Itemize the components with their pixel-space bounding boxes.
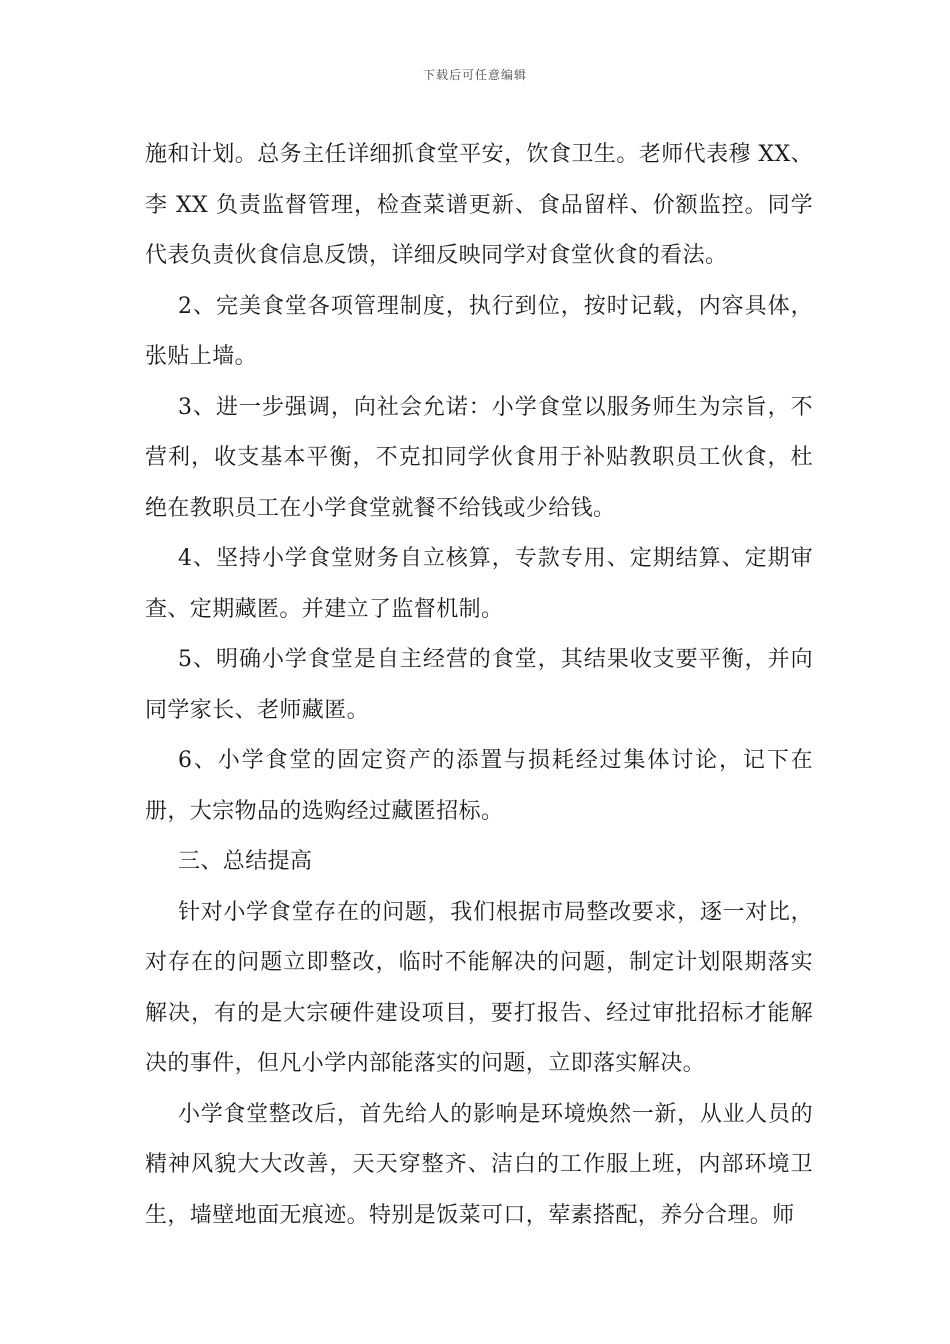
paragraph-5: 5、明确小学食堂是自主经营的食堂，其结果收支要平衡，并向同学家长、老师藏匿。 <box>145 647 813 723</box>
paragraph-6: 6、小学食堂的固定资产的添置与损耗经过集体讨论，记下在册，大宗物品的选购经过藏匿招标。 <box>145 748 813 824</box>
paragraph-1: 施和计划。总务主任详细抓食堂平安，饮食卫生。老师代表穆 XX、李 XX 负责监督管理，检查菜谱更新、食品留样、价额监控。同学代表负责伙食信息反馈，详细反映同学对食堂伙食的看法。 <box>145 142 813 268</box>
paragraph-4: 4、坚持小学食堂财务自立核算，专款专用、定期结算、定期审查、定期藏匿。并建立了监督机制。 <box>145 546 813 622</box>
paragraph-3: 3、进一步强调，向社会允诺：小学食堂以服务师生为宗旨，不营利，收支基本平衡，不克扣同学伙食用于补贴教职员工伙食，杜绝在教职员工在小学食堂就餐不给钱或少给钱。 <box>145 394 813 521</box>
page-header: 下载后可任意编辑 <box>422 68 527 82</box>
document-body <box>145 130 813 1241</box>
section-heading: 三、总结提高 <box>178 849 313 874</box>
paragraph-7: 针对小学食堂存在的问题，我们根据市局整改要求，逐一对比，对存在的问题立即整改，临时不能解决的问题，制定计划限期落实解决，有的是大宗硬件建设项目，要打报告、经过审批招标才能解决的事件，但凡小学内部能落实的问题，立即落实解决。 <box>145 899 813 1076</box>
paragraph-8: 小学食堂整改后，首先给人的影响是环境焕然一新，从业人员的精神风貌大大改善，天天穿整齐、洁白的工作服上班，内部环境卫生，墙壁地面无痕迹。特别是饭菜可口，荤素搭配，养分合理。师 <box>145 1101 813 1228</box>
paragraph-2: 2、完美食堂各项管理制度，执行到位，按时记载，内容具体，张贴上墙。 <box>145 293 813 369</box>
